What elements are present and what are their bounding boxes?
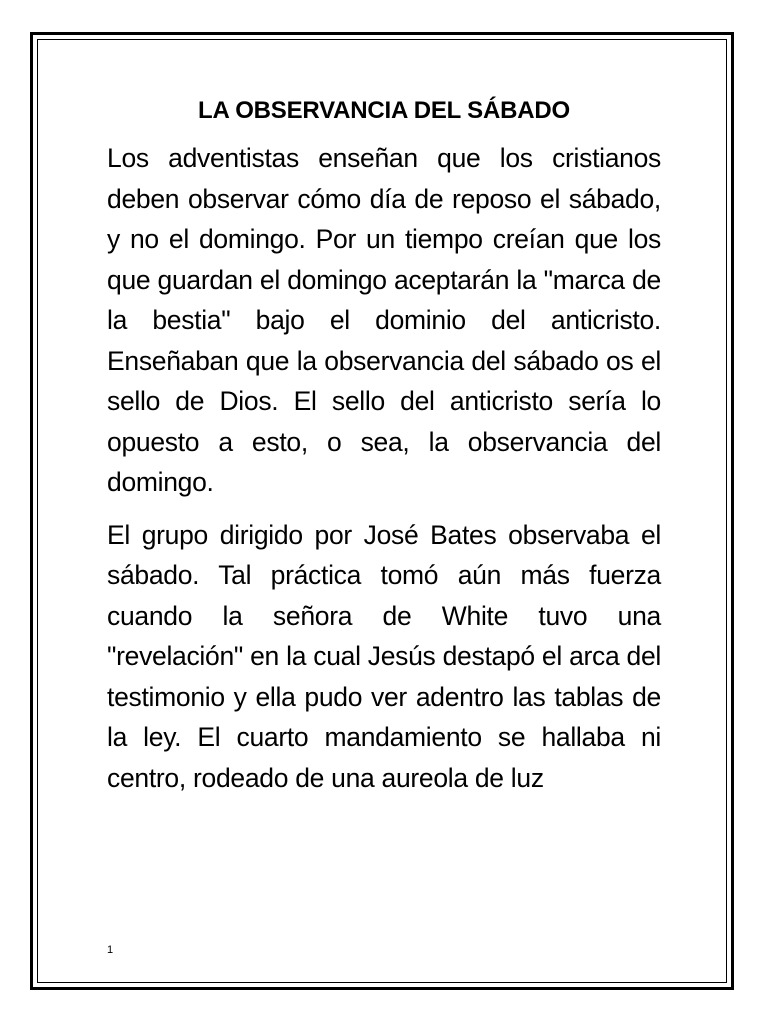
paragraph-2: El grupo dirigido por José Bates observaba el sábado. Tal práctica tomó aún más fuerza cuando la señora de White tuvo una "revelación" en la cual Jesús destapó el arca del testimonio y ella pudo ver adentro las tablas de la ley. El cuarto mandamiento se hallaba ni centro, rodeado de una aureola de luz [107, 519, 661, 793]
page-number: 1 [107, 944, 114, 956]
document-title: LA OBSERVANCIA DEL SÁBADO [198, 97, 570, 124]
page-content [107, 92, 661, 810]
paragraph-1: Los adventistas enseñan que los cristianos deben observar cómo día de reposo el sábado, y no el domingo. Por un tiempo creían que los que guardan el domingo aceptarán la "marca de la bestia" bajo el dominio del anticristo. Enseñaban que la observancia del sábado os el sello de Dios. El sello del anticristo sería lo opuesto a esto, o sea, la observancia del domingo. [107, 143, 661, 497]
